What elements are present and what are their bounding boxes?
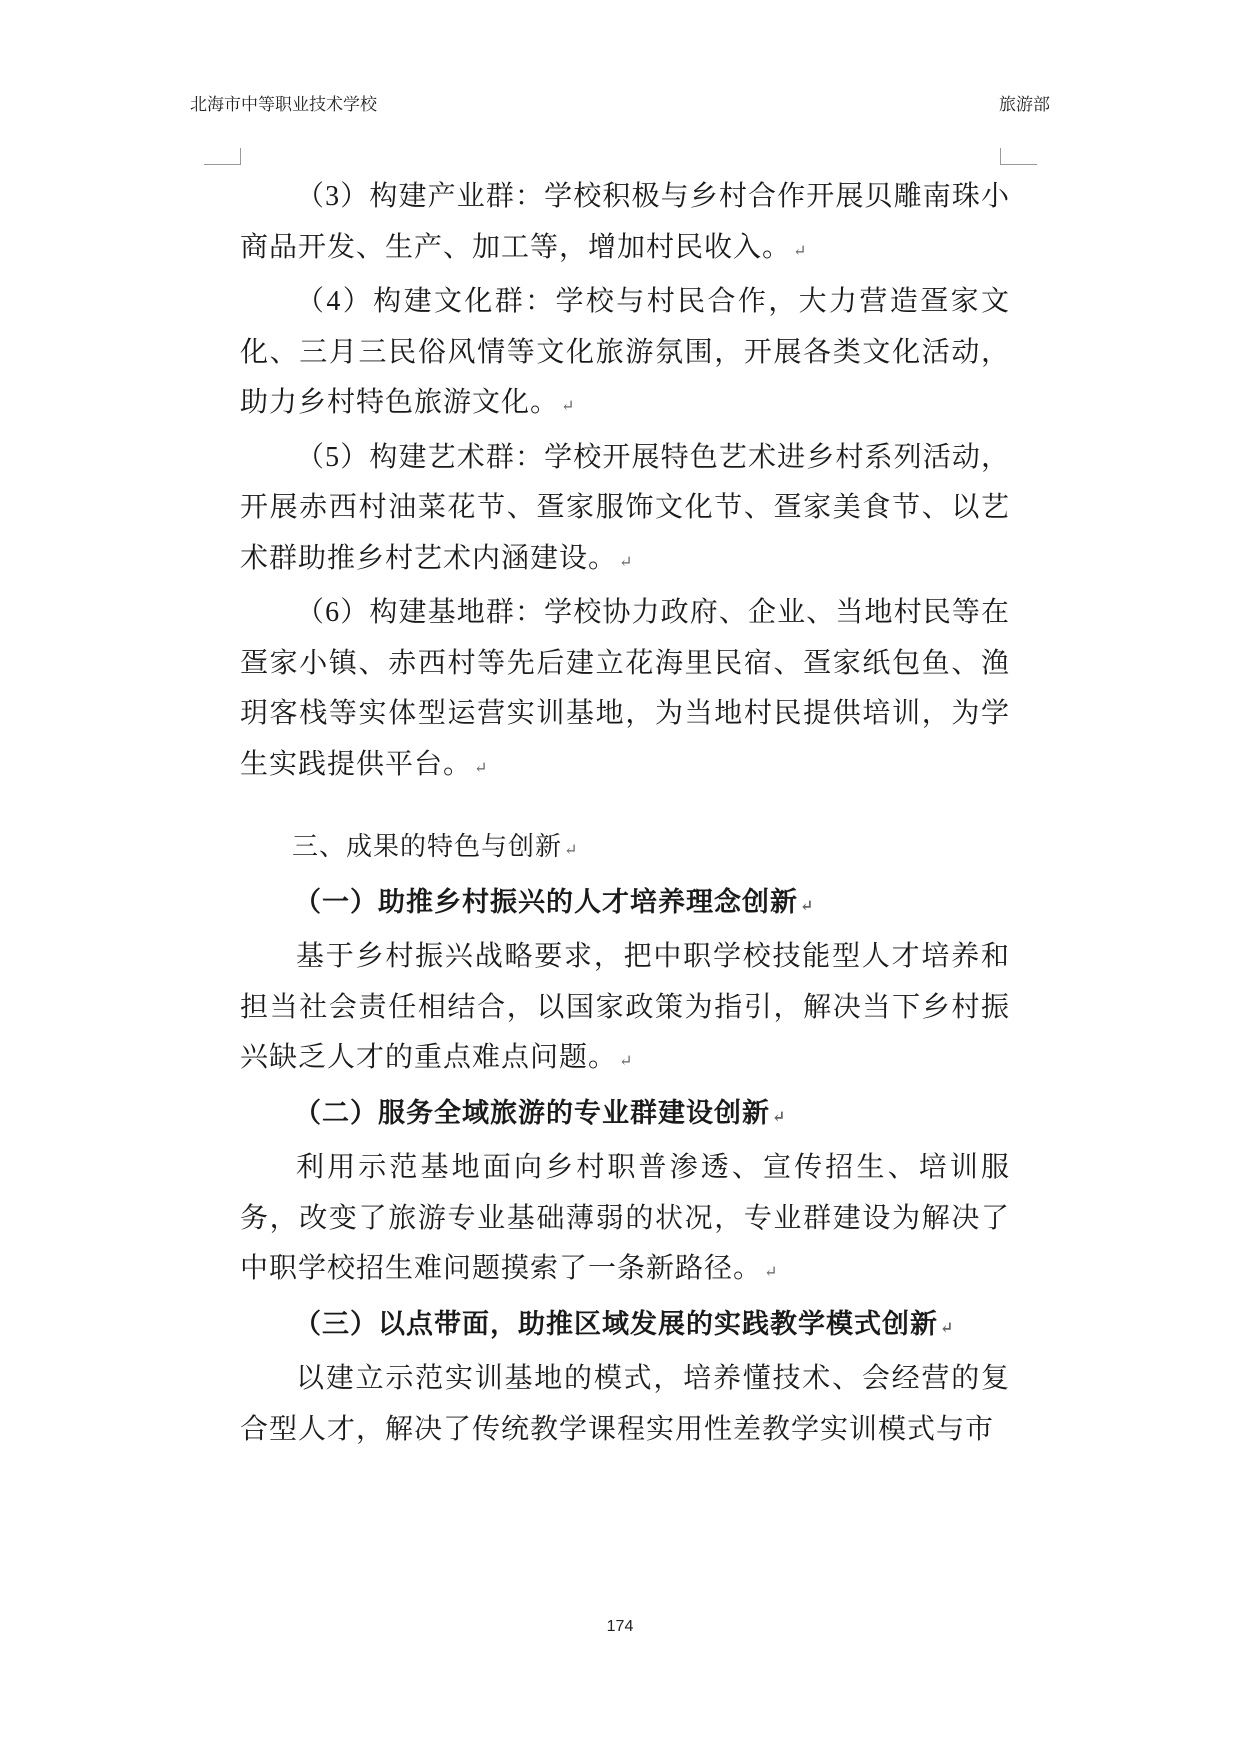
document-body [240, 172, 1010, 1455]
subsection-heading-text: （一）助推乡村振兴的人才培养理念创新 [294, 886, 798, 917]
paragraph-text: 以建立示范实训基地的模式，培养懂技术、会经营的复合型人才，解决了传统教学课程实用性差教学实训模式与市 [240, 1363, 1010, 1445]
paragraph-mark-icon: ↵ [619, 553, 633, 571]
paragraph-mark-icon: ↵ [619, 1053, 633, 1070]
paragraph-mark-icon: ↵ [561, 398, 575, 415]
subsection-heading-text: （二）服务全域旅游的专业群建设创新 [294, 1097, 770, 1128]
subsection-heading-text: （三）以点带面，助推区域发展的实践教学模式创新 [294, 1308, 938, 1339]
subsection-heading [240, 877, 1010, 933]
section-title-text: 三、成果的特色与创新 [292, 832, 563, 861]
header-department: 旅游部 [999, 95, 1050, 114]
crop-mark-left [204, 148, 241, 165]
page-number: 174 [606, 1618, 634, 1635]
body-paragraph [240, 277, 1010, 433]
paragraph-mark-icon: ↵ [800, 897, 814, 915]
paragraph-text: 基于乡村振兴战略要求，把中职学校技能型人才培养和担当社会责任相结合，以国家政策为指引，解决当下乡村振兴缺乏人才的重点难点问题。 [240, 941, 1010, 1073]
body-paragraph [240, 932, 1010, 1088]
header-school-name: 北海市中等职业技术学校 [190, 95, 377, 114]
crop-mark-right [1000, 148, 1037, 165]
page-header [190, 90, 1050, 120]
section-title [240, 822, 1010, 877]
paragraph-mark-icon: ↵ [940, 1319, 954, 1337]
paragraph-text: （5）构建艺术群：学校开展特色艺术进乡村系列活动，开展赤西村油菜花节、疍家服饰文化节、疍家美食节、以艺术群助推乡村艺术内涵建设。 [240, 441, 1010, 574]
paragraph-mark-icon: ↵ [793, 242, 807, 260]
subsection-heading [240, 1088, 1010, 1144]
paragraph-text: （3）构建产业群：学校积极与乡村合作开展贝雕南珠小商品开发、生产、加工等，增加村民收入。 [240, 181, 1010, 263]
body-paragraph [240, 588, 1010, 794]
subsection-heading [240, 1299, 1010, 1355]
body-paragraph [240, 433, 1010, 589]
paragraph-mark-icon: ↵ [764, 1264, 778, 1281]
paragraph-text: （6）构建基地群：学校协力政府、企业、当地村民等在疍家小镇、赤西村等先后建立花海里民宿、疍家纸包鱼、渔玥客栈等实体型运营实训基地，为当地村民提供培训，为学生实践提供平台。 [240, 597, 1010, 780]
body-paragraph [240, 1354, 1010, 1455]
body-paragraph [240, 172, 1010, 277]
paragraph-mark-icon: ↵ [564, 842, 578, 859]
paragraph-mark-icon: ↵ [772, 1108, 786, 1126]
body-paragraph [240, 1143, 1010, 1299]
paragraph-mark-icon: ↵ [474, 759, 488, 777]
paragraph-text: 利用示范基地面向乡村职普渗透、宣传招生、培训服务，改变了旅游专业基础薄弱的状况，专业群建设为解决了中职学校招生难问题摸索了一条新路径。 [240, 1152, 1010, 1284]
paragraph-text: （4）构建文化群：学校与村民合作，大力营造疍家文化、三月三民俗风情等文化旅游氛围，开展各类文化活动，助力乡村特色旅游文化。 [240, 286, 1010, 418]
